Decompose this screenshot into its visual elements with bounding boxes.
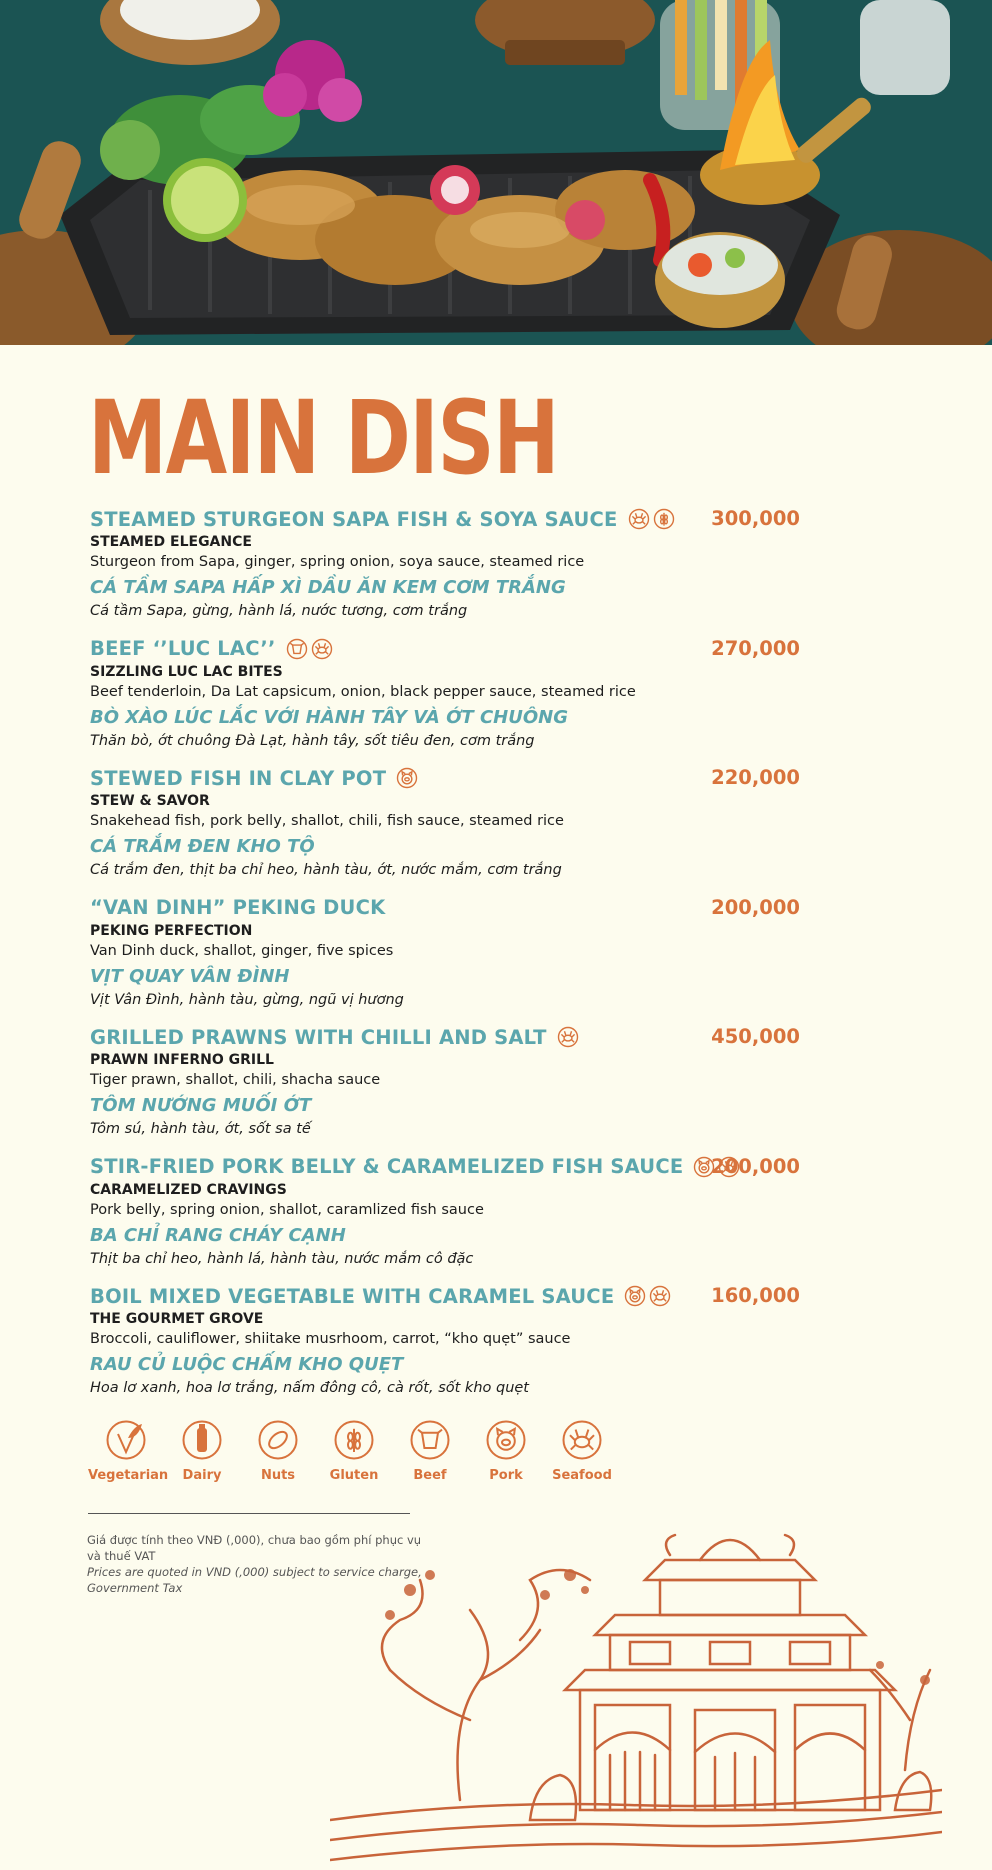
legend-label: Seafood (552, 1468, 612, 1483)
price-note-vn: Giá được tính theo VNĐ (,000), chưa bao gồm phí phục vụ và thuế VAT (87, 1533, 422, 1563)
seafood-icon (544, 1420, 620, 1460)
pork-icon (624, 1285, 646, 1307)
dish-description-vn: Vịt Vân Đình, hành tàu, gừng, ngũ vị hương (90, 991, 404, 1008)
dish-name-vn: VỊT QUAY VÂN ĐÌNH (90, 965, 290, 987)
dish-name: STIR-FRIED PORK BELLY & CARAMELIZED FISH SAUCE (90, 1155, 684, 1178)
pork-icon (468, 1420, 544, 1460)
temple-gate-sketch (330, 1520, 942, 1870)
dish-price: 200,000 (711, 1154, 800, 1178)
legend-item (164, 1420, 240, 1483)
dish-allergen-icons (396, 767, 418, 789)
dish-description-vn: Hoa lơ xanh, hoa lơ trắng, nấm đông cô, cà rốt, sốt kho quẹt (90, 1380, 529, 1396)
price-note-en: Prices are quoted in VND (,000) subject to service charge, Government Tax (87, 1565, 422, 1595)
beef-icon (286, 638, 308, 660)
legend-item (88, 1420, 169, 1483)
dish-name-vn: BA CHỈ RANG CHÁY CẠNH (90, 1224, 346, 1246)
menu-item (90, 1154, 800, 1284)
dish-description: Broccoli, cauliflower, shiitake musrhoom, carrot, “kho quẹt” sauce (90, 1331, 571, 1347)
dish-name: BOIL MIXED VEGETABLE WITH CARAMEL SAUCE (90, 1284, 615, 1308)
dish-price: 270,000 (711, 636, 800, 660)
legend-item (468, 1420, 544, 1483)
dish-description-vn: Thăn bò, ớt chuông Đà Lạt, hành tây, sốt tiêu đen, cơm trắng (90, 732, 535, 749)
legend-label: Pork (489, 1468, 523, 1483)
gluten-icon (316, 1420, 392, 1460)
dish-name-vn: RAU CỦ LUỘC CHẤM KHO QUẸT (90, 1354, 404, 1375)
nuts-icon (240, 1420, 316, 1460)
dish-allergen-icons (286, 638, 333, 660)
dish-description: Pork belly, spring onion, shallot, caramlized fish sauce (90, 1201, 484, 1218)
dish-subtitle: PEKING PERFECTION (90, 922, 253, 939)
seafood-icon (311, 638, 333, 660)
dish-description-vn: Cá tầm Sapa, gừng, hành lá, nước tương, cơm trắng (90, 603, 468, 619)
vegetarian-icon (88, 1420, 164, 1460)
seafood-icon (628, 508, 650, 530)
menu-items (90, 506, 800, 1413)
dish-subtitle: STEW & SAVOR (90, 793, 210, 809)
dish-name-vn: TÔM NƯỚNG MUỐI ỚT (90, 1095, 312, 1116)
dish-subtitle: THE GOURMET GROVE (90, 1311, 264, 1327)
seafood-icon (649, 1285, 671, 1307)
menu-item (90, 1024, 800, 1154)
legend-item (544, 1420, 620, 1483)
dish-price: 300,000 (711, 507, 800, 530)
dish-name-vn: CÁ TẦM SAPA HẤP XÌ DẦU ĂN KEM CƠM TRẮNG (90, 577, 566, 598)
dish-name: GRILLED PRAWNS WITH CHILLI AND SALT (90, 1025, 547, 1049)
legend-label: Beef (413, 1468, 447, 1483)
page-title: MAIN DISH (88, 379, 559, 498)
dish-description: Sturgeon from Sapa, ginger, spring onion, soya sauce, steamed rice (90, 554, 585, 570)
dish-allergen-icons (628, 508, 675, 530)
dish-name: STEAMED STURGEON SAPA FISH & SOYA SAUCE (90, 507, 618, 531)
gluten-icon (653, 508, 675, 530)
menu-item (90, 506, 800, 636)
dish-description: Snakehead fish, pork belly, shallot, chili, fish sauce, steamed rice (90, 813, 564, 829)
divider (88, 1513, 410, 1514)
allergen-legend (88, 1420, 620, 1483)
legend-item (316, 1420, 392, 1483)
dish-allergen-icons (624, 1285, 671, 1307)
dish-name: STEWED FISH IN CLAY POT (90, 766, 387, 790)
dish-description-vn: Cá trắm đen, thịt ba chỉ heo, hành tàu, ớt, nước mắm, cơm trắng (90, 862, 562, 878)
legend-label: Nuts (260, 1468, 296, 1483)
legend-label: Vegetarian (88, 1468, 169, 1483)
hero-food-illustration (0, 0, 992, 345)
menu-item (90, 765, 800, 895)
dish-description: Van Dinh duck, shallot, ginger, five spices (90, 942, 394, 959)
dish-subtitle: CARAMELIZED CRAVINGS (90, 1181, 287, 1198)
legend-label: Dairy (182, 1468, 222, 1483)
legend-item (392, 1420, 468, 1483)
dish-description: Beef tenderloin, Da Lat capsicum, onion, black pepper sauce, steamed rice (90, 683, 636, 700)
dish-price: 450,000 (711, 1025, 800, 1048)
beef-icon (392, 1420, 468, 1460)
dish-name: BEEF ‘’LUC LAC’’ (90, 637, 276, 660)
dish-subtitle: PRAWN INFERNO GRILL (90, 1052, 274, 1068)
dish-price: 200,000 (711, 895, 800, 919)
dish-subtitle: SIZZLING LUC LAC BITES (90, 663, 283, 680)
dish-subtitle: STEAMED ELEGANCE (90, 534, 252, 550)
dish-name-vn: BÒ XÀO LÚC LẮC VỚI HÀNH TÂY VÀ ỚT CHUÔNG (90, 706, 568, 728)
dish-name-vn: CÁ TRẮM ĐEN KHO TỘ (90, 836, 315, 857)
menu-item (90, 895, 800, 1025)
dish-allergen-icons (557, 1026, 579, 1048)
seafood-icon (557, 1026, 579, 1048)
menu-item (90, 636, 800, 766)
dish-description-vn: Tôm sú, hành tàu, ớt, sốt sa tế (90, 1121, 311, 1137)
dish-price: 220,000 (711, 766, 800, 789)
dish-price: 160,000 (711, 1284, 800, 1307)
dish-name: “VAN DINH” PEKING DUCK (90, 896, 386, 919)
menu-item (90, 1283, 800, 1413)
legend-label: Gluten (329, 1468, 379, 1483)
dish-description-vn: Thịt ba chỉ heo, hành lá, hành tàu, nước mắm cô đặc (90, 1250, 474, 1267)
dairy-icon (164, 1420, 240, 1460)
legend-item (240, 1420, 316, 1483)
dish-description: Tiger prawn, shallot, chili, shacha sauce (90, 1072, 381, 1088)
pork-icon (396, 767, 418, 789)
hero-photo (0, 0, 992, 345)
